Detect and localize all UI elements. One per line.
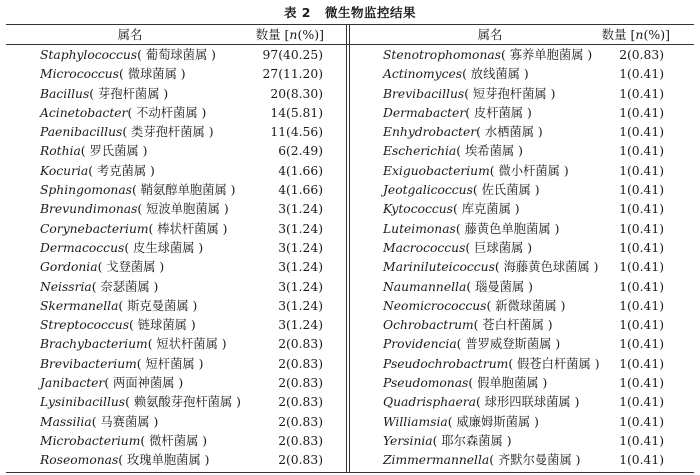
genus-name	[383, 393, 579, 412]
genus-chinese: ( 鞘氨醇单胞菌属 )	[131, 183, 236, 198]
table-row	[40, 46, 323, 65]
count-cell: 1(0.41)	[619, 356, 664, 371]
column-divider	[346, 24, 347, 473]
genus-name	[383, 355, 600, 374]
column-divider-double	[349, 24, 350, 473]
genus-latin: Exiguobacterium	[383, 163, 490, 178]
genus-chinese: ( 葡萄球菌属 )	[137, 48, 216, 62]
genus-latin: Williamsia	[383, 414, 448, 429]
genus-chinese: ( 瑙曼菌属 )	[466, 279, 533, 294]
count-cell: 2(0.83)	[278, 376, 323, 391]
genus-latin: Escherichia	[383, 144, 457, 159]
genus-latin: Roseomonas	[40, 453, 119, 468]
count-cell: 1(0.41)	[619, 125, 664, 140]
count-cell: 1(0.41)	[619, 318, 664, 333]
genus-name	[383, 316, 553, 335]
table-row	[40, 200, 323, 219]
count-cell: 2(0.83)	[278, 356, 323, 371]
genus-name	[383, 239, 532, 258]
genus-name	[40, 239, 203, 258]
count-cell: 1(0.41)	[619, 279, 664, 294]
genus-chinese: ( 皮生球菌属 )	[124, 240, 204, 255]
count-cell: 3(1.24)	[278, 221, 323, 236]
genus-chinese: ( 放线菌属 )	[462, 67, 529, 82]
genus-name	[40, 393, 241, 412]
table-row	[383, 451, 664, 470]
left-header-name: 属名	[117, 27, 143, 42]
table-row	[40, 142, 323, 161]
genus-chinese: ( 类芽孢杆菌属 )	[122, 125, 214, 140]
genus-latin: Stenotrophomonas	[383, 48, 502, 62]
count-cell: 3(1.24)	[278, 240, 323, 255]
count-cell: 1(0.41)	[619, 221, 664, 236]
genus-chinese: ( 海藤黄色球菌属 )	[494, 260, 599, 275]
genus-chinese: ( 库克菌属 )	[453, 202, 520, 217]
genus-name	[383, 413, 539, 432]
genus-chinese: ( 藤黄色单胞菌属 )	[455, 221, 560, 236]
table-row	[40, 316, 323, 335]
table-row	[383, 162, 664, 181]
genus-name	[40, 316, 196, 335]
genus-chinese: ( 微球菌属 )	[119, 67, 186, 82]
genus-latin: Macrococcus	[383, 240, 466, 255]
count-cell: 1(0.41)	[619, 67, 664, 82]
genus-chinese: ( 马赛菌属 )	[91, 414, 159, 429]
table-caption	[0, 3, 700, 21]
count-cell: 2(0.83)	[619, 48, 664, 62]
bottom-rule	[6, 472, 694, 473]
genus-name	[40, 413, 158, 432]
table-row	[383, 220, 664, 239]
genus-name	[40, 451, 209, 470]
table-row	[40, 355, 323, 374]
genus-latin: Dermabacter	[383, 105, 466, 120]
genus-latin: Acinetobacter	[40, 105, 128, 120]
count-cell: 1(0.41)	[619, 144, 664, 159]
genus-chinese: ( 寡养单胞菌属 )	[501, 48, 593, 62]
genus-latin: Brachybacterium	[40, 337, 148, 352]
genus-chinese: ( 两面神菌属 )	[104, 376, 184, 391]
genus-latin: Naumannella	[383, 279, 467, 294]
genus-name	[383, 142, 523, 161]
count-cell: 1(0.41)	[619, 337, 664, 352]
genus-latin: Yersinia	[383, 433, 433, 448]
genus-latin: Microbacterium	[40, 433, 141, 448]
count-cell: 1(0.41)	[619, 202, 664, 217]
table-row	[40, 162, 323, 181]
count-cell: 1(0.41)	[619, 105, 664, 120]
count-cell: 97(40.25)	[262, 48, 323, 62]
table-row	[40, 123, 323, 142]
genus-latin: Paenibacillus	[40, 125, 123, 140]
genus-name	[383, 46, 592, 65]
table-row	[40, 413, 323, 432]
genus-name	[40, 432, 207, 451]
genus-name	[383, 123, 543, 142]
table-row	[383, 123, 664, 142]
genus-name	[383, 335, 560, 354]
count-cell: 2(0.83)	[278, 453, 323, 468]
genus-chinese: ( 罗氏菌属 )	[80, 144, 148, 159]
count-cell: 20(8.30)	[270, 86, 323, 101]
count-cell: 2(0.83)	[278, 337, 323, 352]
genus-latin: Pseudochrobactrum	[383, 356, 509, 371]
genus-name	[383, 162, 569, 181]
right-header-count: 数量 [n(%)]	[601, 27, 670, 42]
genus-name	[383, 278, 533, 297]
table-row	[40, 432, 323, 451]
genus-name	[383, 374, 547, 393]
genus-name	[383, 181, 540, 200]
genus-chinese: ( 佐氏菌属 )	[472, 183, 540, 198]
count-cell: 27(11.20)	[262, 67, 323, 82]
top-rule	[6, 24, 694, 25]
table-row	[383, 142, 664, 161]
genus-name	[383, 85, 555, 104]
genus-chinese: ( 威廉姆斯菌属 )	[447, 414, 539, 429]
count-cell: 4(1.66)	[278, 163, 323, 178]
genus-latin: Enhydrobacter	[383, 125, 477, 140]
genus-name	[383, 451, 580, 470]
genus-chinese: ( 短芽孢杆菌属 )	[464, 86, 556, 101]
count-cell: 3(1.24)	[278, 279, 323, 294]
genus-name	[40, 297, 197, 316]
genus-chinese: ( 埃希菌属 )	[456, 144, 523, 159]
count-cell: 3(1.24)	[278, 260, 323, 275]
table-row	[383, 432, 664, 451]
genus-name	[383, 65, 529, 84]
genus-latin: Mariniluteicoccus	[383, 260, 495, 275]
table-row	[40, 297, 323, 316]
table-row	[383, 258, 664, 277]
table-row	[40, 393, 323, 412]
genus-chinese: ( 棒状杆菌属 )	[148, 221, 228, 236]
right-header-name: 属名	[477, 27, 503, 42]
genus-latin: Dermacoccus	[40, 240, 125, 255]
count-cell: 2(0.83)	[278, 433, 323, 448]
genus-chinese: ( 水栖菌属 )	[476, 125, 543, 140]
table-row	[40, 239, 323, 258]
count-cell: 2(0.83)	[278, 395, 323, 410]
table-row	[40, 104, 323, 123]
genus-chinese: ( 新微球菌属 )	[486, 298, 566, 313]
genus-chinese: ( 微小杆菌属 )	[489, 163, 569, 178]
genus-name	[40, 374, 183, 393]
table-row	[383, 278, 664, 297]
genus-latin: Corynebacterium	[40, 221, 149, 236]
count-cell: 1(0.41)	[619, 86, 664, 101]
genus-chinese: ( 微杆菌属 )	[140, 433, 208, 448]
genus-latin: Rothia	[40, 144, 81, 159]
genus-latin: Brevibacillus	[383, 86, 465, 101]
genus-latin: Kocuria	[40, 163, 89, 178]
genus-chinese: ( 赖氨酸芽孢杆菌属 )	[125, 395, 241, 410]
table-row	[40, 65, 323, 84]
right-table-body	[383, 46, 664, 471]
genus-chinese: ( 皮杆菌属 )	[465, 105, 532, 120]
genus-chinese: ( 普罗威登斯菌属 )	[456, 337, 561, 352]
count-cell: 4(1.66)	[278, 183, 323, 198]
genus-chinese: ( 链球菌属 )	[129, 318, 196, 333]
count-cell: 1(0.41)	[619, 376, 664, 391]
genus-chinese: ( 假苍白杆菌属 )	[508, 356, 600, 371]
count-cell: 3(1.24)	[278, 318, 323, 333]
count-cell: 1(0.41)	[619, 453, 664, 468]
genus-name	[383, 432, 512, 451]
genus-latin: Bacillus	[40, 86, 90, 101]
genus-latin: Skermanella	[40, 298, 119, 313]
table-number: 表 2	[283, 5, 312, 20]
genus-latin: Massilia	[40, 414, 92, 429]
genus-latin: Jeotgalicoccus	[383, 183, 473, 198]
table-row	[383, 297, 664, 316]
genus-name	[40, 46, 216, 65]
genus-latin: Providencia	[383, 337, 457, 352]
table-row	[40, 258, 323, 277]
count-cell: 2(0.83)	[278, 414, 323, 429]
genus-chinese: ( 不动杆菌属 )	[127, 105, 207, 120]
count-cell: 3(1.24)	[278, 202, 323, 217]
genus-chinese: ( 巨球菌属 )	[465, 240, 532, 255]
count-cell: 6(2.49)	[278, 144, 323, 159]
genus-name	[40, 355, 203, 374]
count-cell: 1(0.41)	[619, 433, 664, 448]
genus-name	[383, 200, 520, 219]
table-row	[383, 46, 664, 65]
genus-name	[40, 123, 214, 142]
genus-latin: Brevundimonas	[40, 202, 138, 217]
genus-chinese: ( 耶尔森菌属 )	[432, 433, 512, 448]
count-cell: 11(4.56)	[270, 125, 323, 140]
genus-latin: Staphylococcus	[40, 48, 138, 62]
table-row	[383, 335, 664, 354]
count-cell: 14(5.81)	[270, 105, 323, 120]
count-cell: 1(0.41)	[619, 183, 664, 198]
genus-name	[40, 65, 186, 84]
genus-latin: Kytococcus	[383, 202, 453, 217]
genus-name	[40, 181, 235, 200]
genus-latin: Micrococcus	[40, 67, 119, 82]
genus-name	[40, 220, 227, 239]
genus-name	[40, 142, 147, 161]
genus-chinese: ( 短波单胞菌属 )	[137, 202, 229, 217]
genus-latin: Ochrobactrum	[383, 318, 474, 333]
table-row	[383, 413, 664, 432]
left-table-body	[40, 46, 323, 471]
genus-latin: Brevibacterium	[40, 356, 137, 371]
genus-name	[40, 85, 168, 104]
genus-chinese: ( 芽孢杆菌属 )	[89, 86, 169, 101]
genus-name	[40, 104, 206, 123]
genus-name	[383, 297, 565, 316]
table-row	[383, 104, 664, 123]
genus-latin: Lysinibacillus	[40, 395, 126, 410]
table-row	[40, 374, 323, 393]
genus-latin: Neomicrococcus	[383, 298, 487, 313]
count-cell: 1(0.41)	[619, 240, 664, 255]
table-row	[40, 335, 323, 354]
table-row	[383, 355, 664, 374]
genus-name	[40, 162, 155, 181]
genus-chinese: ( 假单胞菌属 )	[468, 376, 548, 391]
table-row	[383, 374, 664, 393]
table-title: 微生物监控结果	[325, 5, 417, 20]
table-row	[383, 200, 664, 219]
table-row	[40, 181, 323, 200]
genus-name	[40, 335, 227, 354]
genus-latin: Sphingomonas	[40, 183, 132, 198]
table-row	[40, 278, 323, 297]
genus-chinese: ( 齐默尔曼菌属 )	[489, 453, 581, 468]
genus-latin: Streptococcus	[40, 318, 130, 333]
count-cell: 1(0.41)	[619, 298, 664, 313]
genus-chinese: ( 考克菌属 )	[88, 163, 155, 178]
genus-chinese: ( 斯克曼菌属 )	[118, 298, 198, 313]
count-cell: 3(1.24)	[278, 298, 323, 313]
genus-name	[383, 220, 559, 239]
table-row	[383, 393, 664, 412]
genus-name	[383, 258, 598, 277]
genus-chinese: ( 短杆菌属 )	[136, 356, 204, 371]
table-row	[383, 316, 664, 335]
genus-latin: Pseudomonas	[383, 376, 469, 391]
genus-name	[40, 258, 164, 277]
genus-latin: Neissria	[40, 279, 92, 294]
genus-name	[383, 104, 532, 123]
genus-latin: Janibacter	[40, 376, 105, 391]
genus-latin: Quadrisphaera	[383, 395, 476, 410]
count-cell: 1(0.41)	[619, 395, 664, 410]
genus-chinese: ( 玫瑰单胞菌属 )	[118, 453, 210, 468]
left-header-count: 数量 [n(%)]	[255, 27, 324, 42]
genus-chinese: ( 短状杆菌属 )	[147, 337, 227, 352]
count-cell: 1(0.41)	[619, 260, 664, 275]
genus-name	[40, 278, 158, 297]
genus-chinese: ( 苍白杆菌属 )	[473, 318, 553, 333]
table-row	[40, 85, 323, 104]
table-row	[40, 451, 323, 470]
genus-latin: Luteimonas	[383, 221, 456, 236]
table-row	[40, 220, 323, 239]
table-row	[383, 85, 664, 104]
genus-chinese: ( 球形四联球菌属 )	[475, 395, 580, 410]
header-rule	[6, 44, 694, 45]
count-cell: 1(0.41)	[619, 163, 664, 178]
genus-name	[40, 200, 229, 219]
genus-chinese: ( 戈登菌属 )	[97, 260, 165, 275]
genus-chinese: ( 奈瑟菌属 )	[91, 279, 159, 294]
genus-latin: Gordonia	[40, 260, 98, 275]
table-row	[383, 65, 664, 84]
genus-latin: Actinomyces	[383, 67, 463, 82]
table-row	[383, 239, 664, 258]
count-cell: 1(0.41)	[619, 414, 664, 429]
table-row	[383, 181, 664, 200]
genus-latin: Zimmermannella	[383, 453, 490, 468]
